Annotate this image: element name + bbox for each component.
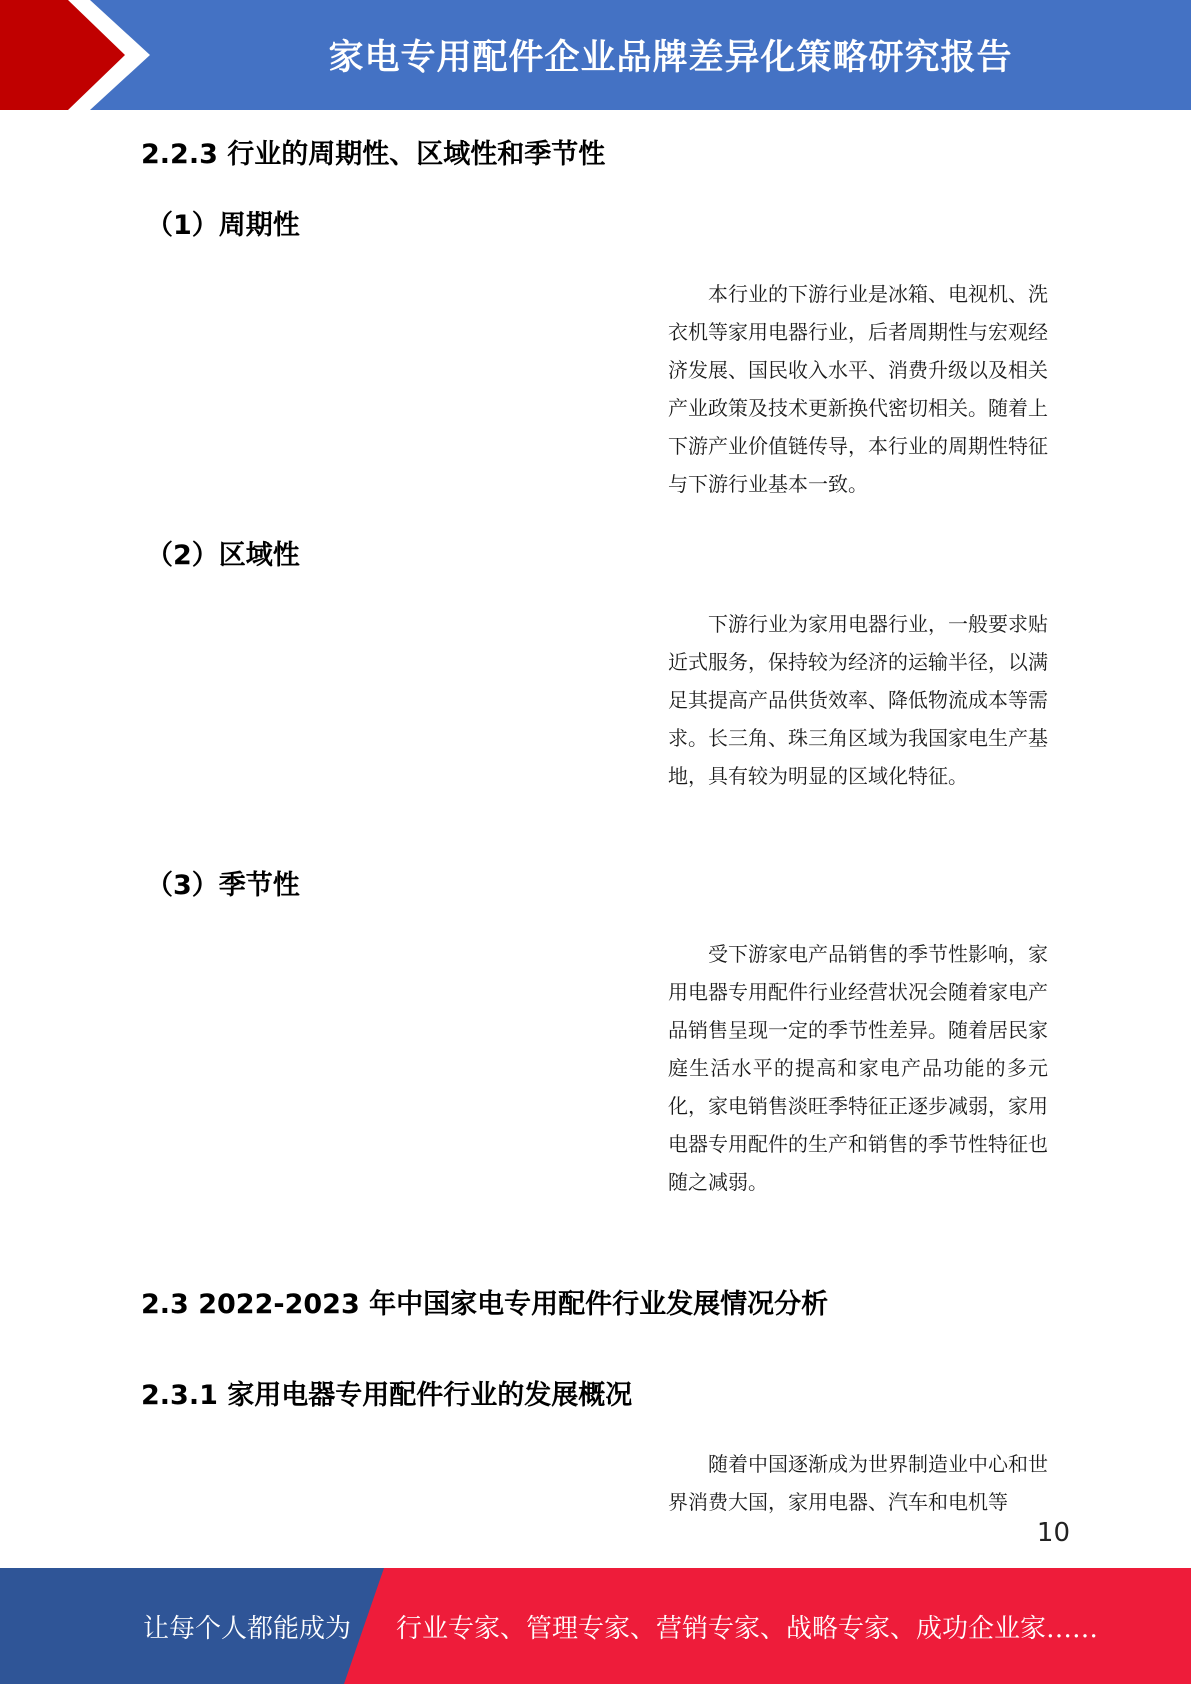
paragraph-regional: 下游行业为家用电器行业，一般要求贴近式服务，保持较为经济的运输半径，以满足其提高产品供货效率、降低物流成本等需求。长三角、珠三角区域为我国家电生产基地，具有较为明显的区域化特征。 [668,612,1048,788]
header-banner [0,0,1191,110]
paragraph-seasonal: 受下游家电产品销售的季节性影响，家用电器专用配件行业经营状况会随着家电产品销售呈现一定的季节性差异。随着居民家庭生活水平的提高和家电产品功能的多元化，家电销售淡旺季特征正逐步减弱，家用电器专用配件的生产和销售的季节性特征也随之减弱。 [668,942,1048,1194]
footer-slogan-right: 行业专家、管理专家、营销专家、战略专家、成功企业家…… [396,1613,1099,1644]
subheading-cyclical: （1）周期性 [146,210,300,241]
section-heading-2-3: 2.3 2022-2023 年中国家电专用配件行业发展情况分析 [141,1289,829,1320]
subheading-seasonal: （3）季节性 [146,870,300,901]
document-title: 家电专用配件企业品牌差异化策略研究报告 [328,38,1013,78]
paragraph-development-overview: 随着中国逐渐成为世界制造业中心和世界消费大国，家用电器、汽车和电机等 [668,1452,1048,1514]
paragraph-cyclical: 本行业的下游行业是冰箱、电视机、洗衣机等家用电器行业，后者周期性与宏观经济发展、国民收入水平、消费升级以及相关产业政策及技术更新换代密切相关。随着上下游产业价值链传导，本行业的周期性特征与下游行业基本一致。 [668,282,1048,496]
section-heading-2-3-1: 2.3.1 家用电器专用配件行业的发展概况 [141,1380,633,1411]
subheading-regional: （2）区域性 [146,540,300,571]
footer-banner [0,1568,1191,1684]
footer-slogan-left: 让每个人都能成为 [143,1613,352,1644]
section-heading-2-2-3: 2.2.3 行业的周期性、区域性和季节性 [141,139,606,170]
page-number: 10 [1036,1518,1070,1548]
